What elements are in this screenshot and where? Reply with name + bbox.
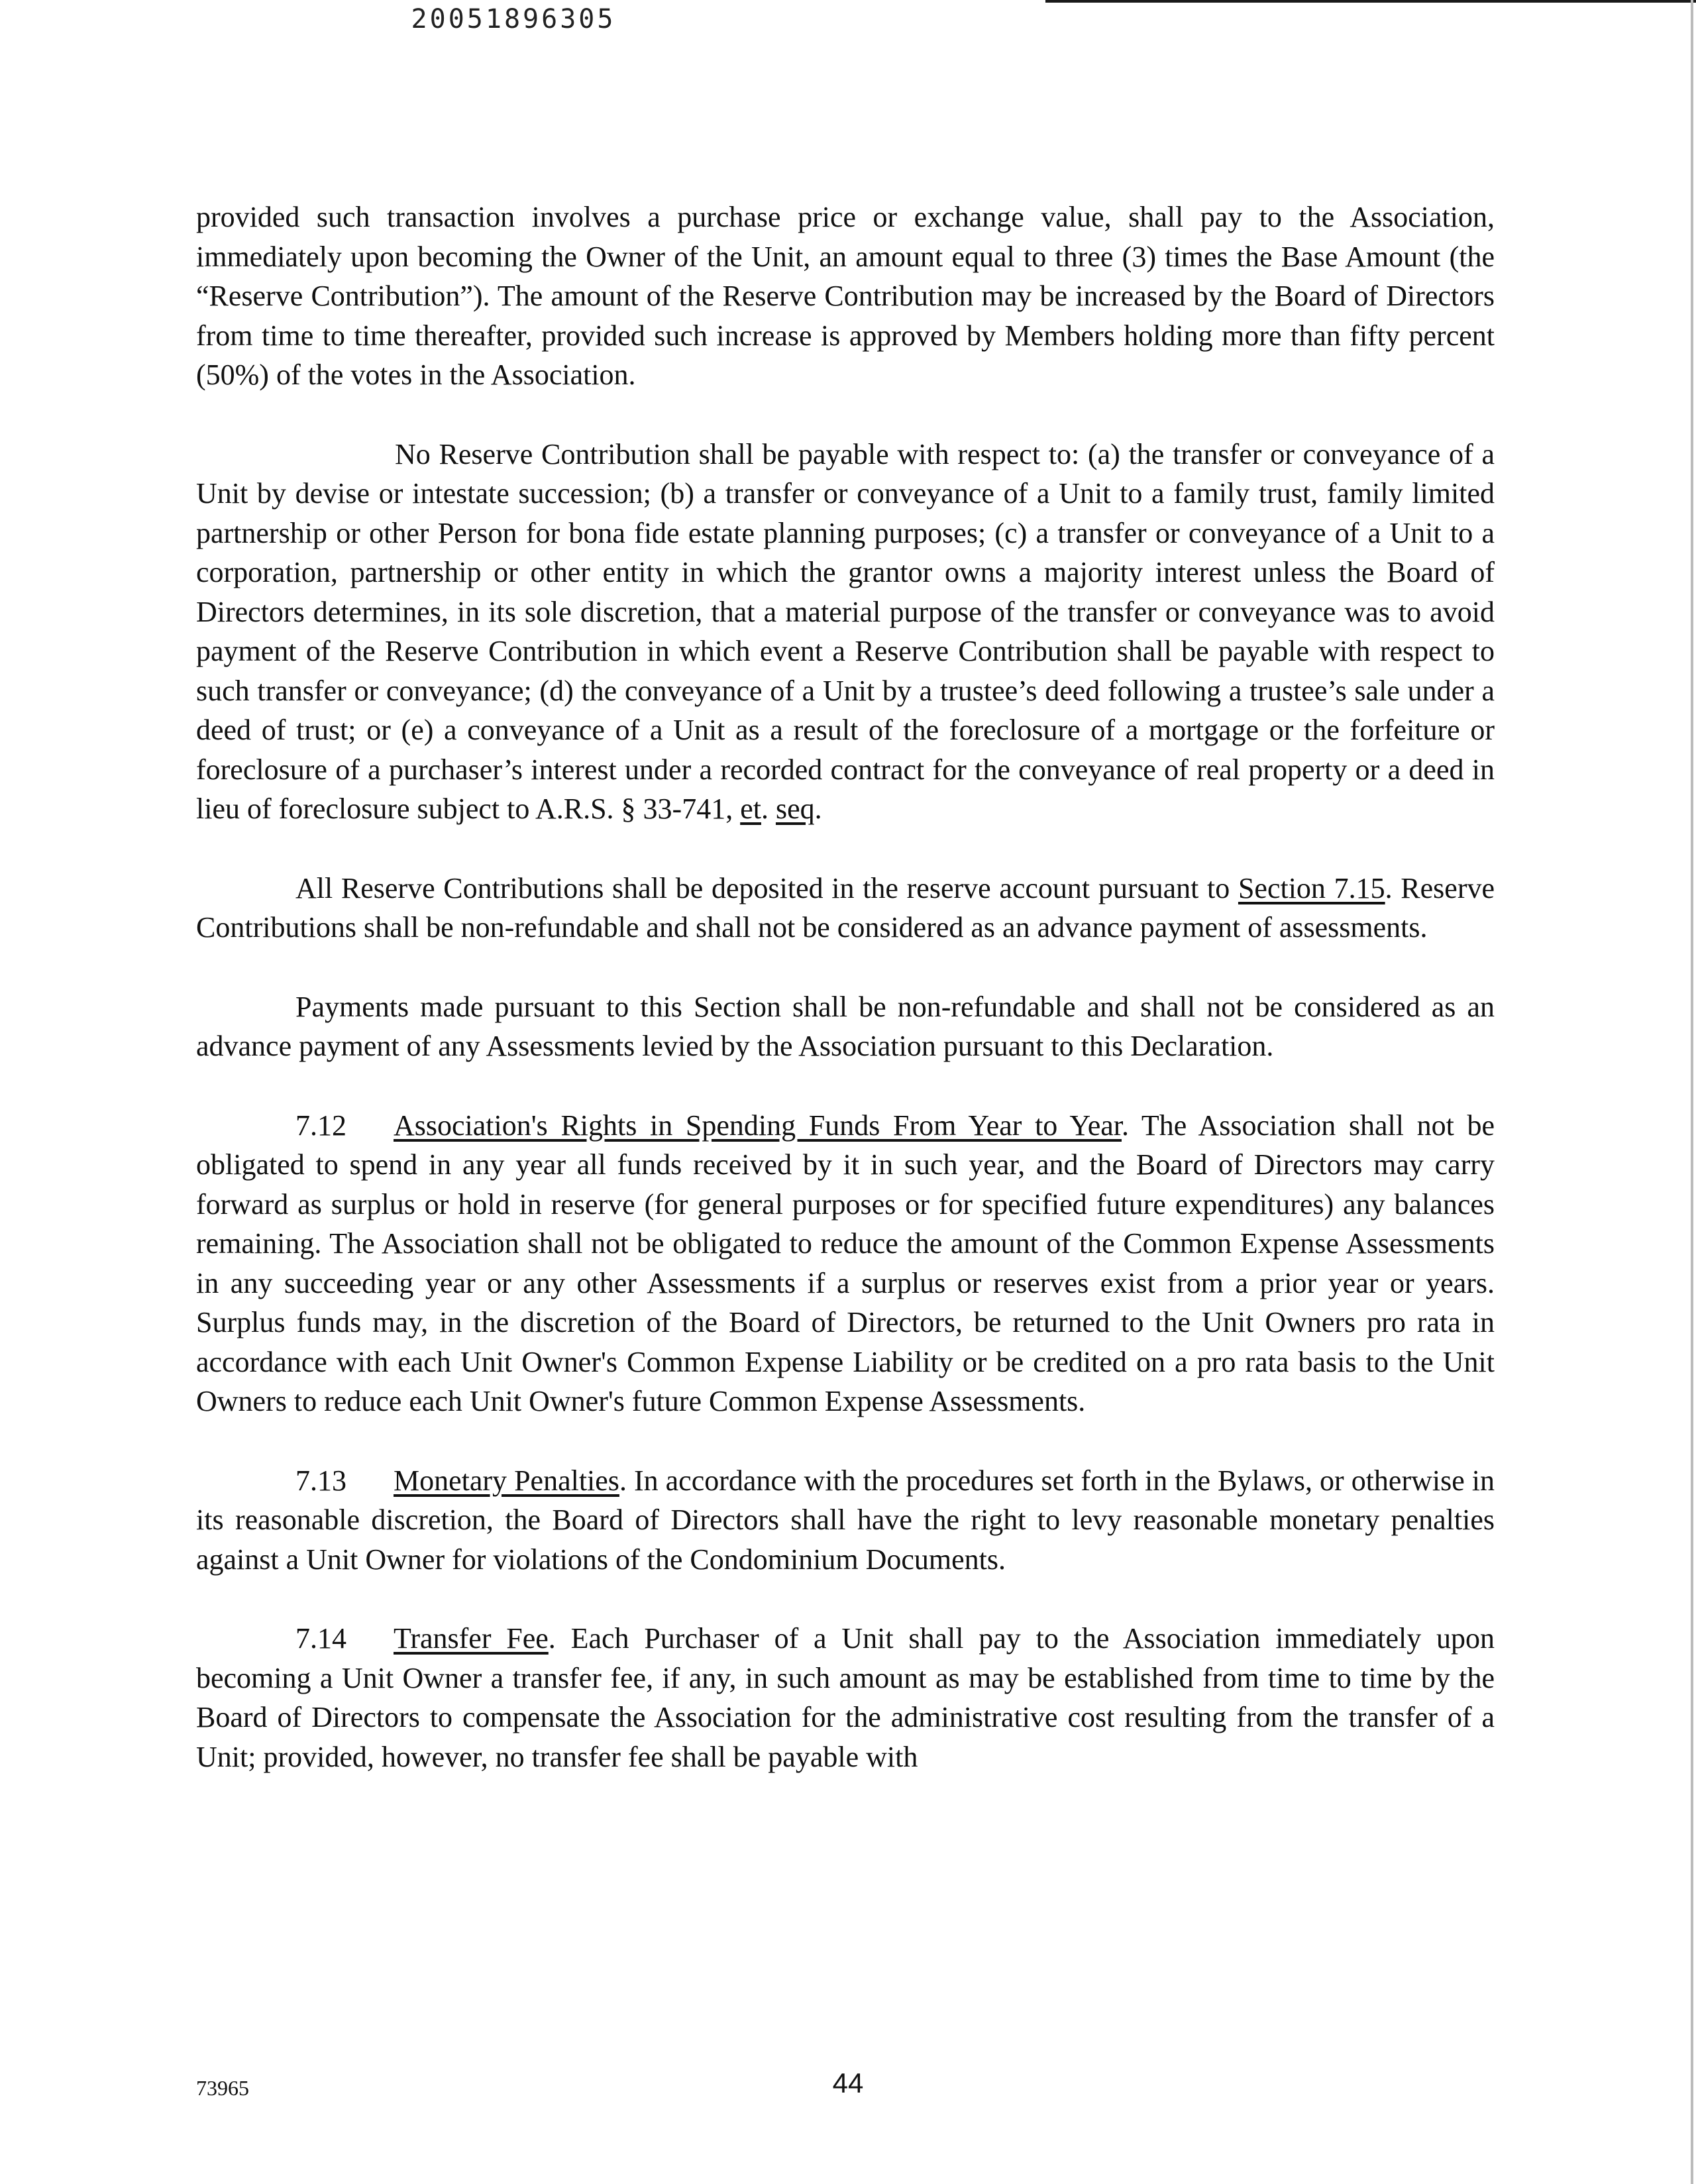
- et-period: .: [761, 792, 776, 825]
- section-number: 7.12: [295, 1109, 346, 1142]
- section-body: . The Association shall not be obligated to spend in any year all funds received by it in such year, and the Board of Directors may carry forward as surplus or hold in reserve (for general purposes or for specified future expenditures) any balances remaining. The Association shall not be obligated to reduce the amount of the Common Expense Assessments in any succeeding year or any other Assessments if a surplus or reserves exist from a prior year or years. Surplus funds may, in the discretion of the Board of Directors, be returned to the Unit Owners pro rata in accordance with each Unit Owner's Common Expense Liability or be credited on a pro rata basis to the Unit Owners to reduce each Unit Owner's future Common Expense Assessments.: [196, 1109, 1495, 1417]
- section-title: Association's Rights in Spending Funds From Year to Year: [394, 1109, 1122, 1142]
- section-number: 7.13: [295, 1464, 346, 1497]
- section-reference-link[interactable]: Section 7.15: [1238, 871, 1385, 904]
- section-7-14: [196, 1619, 1495, 1776]
- section-title: Transfer Fee: [394, 1622, 549, 1655]
- section-number: 7.14: [295, 1622, 346, 1655]
- section-body: . In accordance with the procedures set forth in the Bylaws, or otherwise in its reasonable discretion, the Board of Directors shall have the right to levy reasonable monetary penalties against a Unit Owner for violations of the Condominium Documents.: [196, 1464, 1495, 1576]
- deposit-text-end: . Reserve Contributions shall be non-refundable and shall not be considered as an advance payment of assessments.: [196, 871, 1495, 944]
- section-7-13: [196, 1461, 1495, 1580]
- page-number: 44: [832, 2067, 864, 2099]
- seq-period: .: [814, 792, 822, 825]
- document-number: 20051896305: [411, 4, 616, 34]
- section-body: . Each Purchaser of a Unit shall pay to the Association immediately upon becoming a Unit Owner a transfer fee, if any, in such amount as may be established from time to time by the Board of Directors to compensate the Association for the administrative cost resulting from the transfer of a Unit; provided, however, no transfer fee shall be payable with: [196, 1622, 1495, 1773]
- section-title: Monetary Penalties: [394, 1464, 619, 1497]
- paragraph-reserve-contribution: provided such transaction involves a purchase price or exchange value, shall pay to the Association, immediately upon becoming the Owner of the Unit, an amount equal to three (3) times the Base Amount (the “Reserve Contribution”). The amount of the Reserve Contribution may be increased by the Board of Directors from time to time thereafter, provided such increase is approved by Members holding more than fifty percent (50%) of the votes in the Association.: [196, 201, 1495, 391]
- seq-abbrev: seq: [775, 792, 815, 825]
- right-margin-line: [1691, 0, 1693, 2184]
- page-body: [196, 197, 1495, 1776]
- footer-document-code: 73965: [196, 2076, 249, 2100]
- et-abbrev: et: [740, 792, 761, 825]
- paragraph-payments: Payments made pursuant to this Section shall be non-refundable and shall not be considered as an advance payment of any Assessments levied by the Association pursuant to this Declaration.: [196, 990, 1495, 1062]
- deposit-text: All Reserve Contributions shall be deposited in the reserve account pursuant to: [295, 871, 1238, 904]
- section-7-12: [196, 1106, 1495, 1421]
- exemptions-text: No Reserve Contribution shall be payable with respect to: (a) the transfer or conveyance of a Unit by devise or intestate succession; (b) a transfer or conveyance of a Unit to a family trust, family limited partnership or other Person for bona fide estate planning purposes; (c) a transfer or conveyance of a Unit to a corporation, partnership or other entity in which the grantor owns a majority interest unless the Board of Directors determines, in its sole discretion, that a material purpose of the transfer or conveyance was to avoid payment of the Reserve Contribution in which event a Reserve Contribution shall be payable with respect to such transfer or conveyance; (d) the conveyance of a Unit by a trustee’s deed following a trustee’s sale under a deed of trust; or (e) a conveyance of a Unit as a result of the foreclosure of a mortgage or the forfeiture or foreclosure of a purchaser’s interest under a recorded contract for the conveyance of real property or a deed in lieu of foreclosure subject to A.R.S. § 33-741,: [196, 437, 1495, 825]
- paragraph-exemptions: [196, 435, 1495, 829]
- top-rule: [1045, 0, 1696, 3]
- paragraph-deposit: [196, 869, 1495, 948]
